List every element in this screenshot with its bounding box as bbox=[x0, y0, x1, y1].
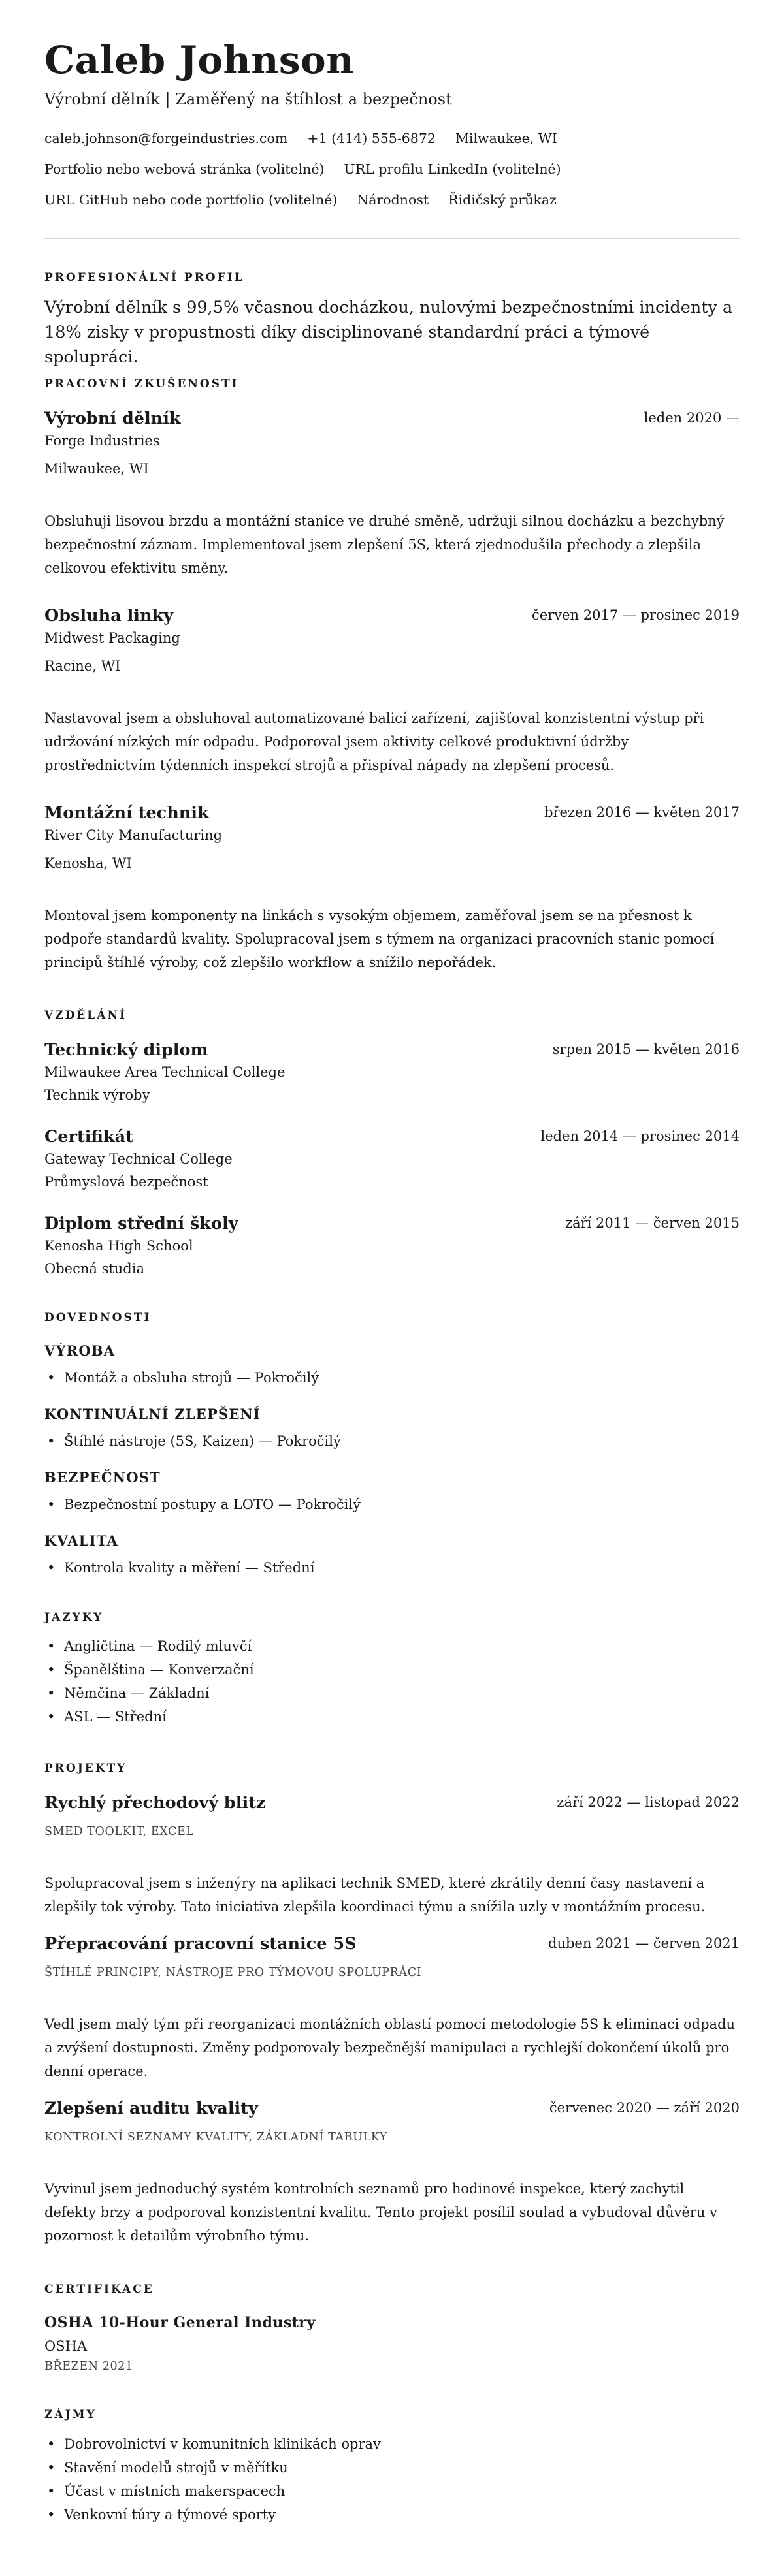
language-item: ASL — Střední bbox=[64, 1709, 167, 1725]
bullet-icon: • bbox=[47, 2507, 56, 2522]
list-item bbox=[47, 1683, 209, 1704]
list-item bbox=[47, 2481, 285, 2502]
project-title: Rychlý přechodový blitz bbox=[44, 1793, 266, 1813]
list-item bbox=[47, 1367, 319, 1388]
nationality: Národnost bbox=[357, 192, 429, 208]
list-item bbox=[47, 1659, 254, 1680]
location: Milwaukee, WI bbox=[455, 131, 557, 146]
bullet-icon: • bbox=[47, 1662, 56, 1678]
job-company: Forge Industries bbox=[44, 433, 160, 449]
list-item bbox=[47, 1636, 252, 1657]
section-heading-projects: PROJEKTY bbox=[44, 1762, 127, 1775]
job-location: Kenosha, WI bbox=[44, 855, 132, 871]
portfolio-link[interactable]: Portfolio nebo webová stránka (volitelné) bbox=[44, 161, 325, 177]
language-item: Angličtina — Rodilý mluvčí bbox=[64, 1638, 252, 1654]
phone-number[interactable]: +1 (414) 555-6872 bbox=[307, 131, 436, 146]
job-description: Nastavoval jsem a obsluhoval automatizované balicí zařízení, zajišťoval konzistentní výstup při udržování nízkých mír odpadu. Podporoval jsem aktivity celkové produktivní údržby prostřednictvím týdenních inspekcí strojů a přispíval nápady na zlepšení procesů. bbox=[44, 710, 704, 773]
skill-item: Kontrola kvality a měření — Střední bbox=[64, 1560, 315, 1576]
skill-item: Bezpečnostní postupy a LOTO — Pokročilý bbox=[64, 1497, 361, 1512]
job-location: Racine, WI bbox=[44, 658, 121, 674]
field-of-study: Průmyslová bezpečnost bbox=[44, 1174, 208, 1190]
list-item bbox=[47, 1706, 167, 1727]
project-tech: SMED TOOLKIT, EXCEL bbox=[44, 1825, 194, 1838]
degree-title: Diplom střední školy bbox=[44, 1214, 238, 1233]
bullet-icon: • bbox=[47, 1709, 56, 1725]
job-date: leden 2020 — bbox=[644, 410, 740, 426]
field-of-study: Technik výroby bbox=[44, 1087, 150, 1103]
project-date: duben 2021 — červen 2021 bbox=[548, 1935, 740, 1951]
project-tech: ŠTÍHLÉ PRINCIPY, NÁSTROJE PRO TÝMOVOU SPOLUPRÁCI bbox=[44, 1966, 422, 1979]
interest-item: Účast v místních makerspacech bbox=[64, 2483, 286, 2499]
job-company: Midwest Packaging bbox=[44, 630, 180, 646]
job-title: Výrobní dělník bbox=[44, 409, 181, 428]
school-name: Kenosha High School bbox=[44, 1238, 193, 1254]
job-date: březen 2016 — květen 2017 bbox=[544, 804, 740, 820]
degree-date: leden 2014 — prosinec 2014 bbox=[540, 1128, 740, 1144]
project-date: září 2022 — listopad 2022 bbox=[557, 1794, 740, 1810]
bullet-icon: • bbox=[47, 2483, 56, 2499]
interest-item: Stavění modelů strojů v měřítku bbox=[64, 2460, 288, 2475]
profile-summary: Výrobní dělník s 99,5% včasnou docházkou, nulovými bezpečnostními incidenty a 18% zisky v propustnosti díky disciplinované standardní práci a týmové spolupráci. bbox=[44, 298, 733, 367]
bullet-icon: • bbox=[47, 1497, 56, 1512]
school-name: Milwaukee Area Technical College bbox=[44, 1064, 286, 1080]
project-description: Vedl jsem malý tým při reorganizaci montážních oblastí pomocí metodologie 5S k eliminaci odpadu a zvýšení dostupnosti. Změny podporovaly bezpečnější manipulaci a rychlejší dokončení úkolů pro denní operace. bbox=[44, 2016, 736, 2079]
job-company: River City Manufacturing bbox=[44, 827, 223, 843]
job-location: Milwaukee, WI bbox=[44, 461, 149, 477]
project-title: Přepracování pracovní stanice 5S bbox=[44, 1934, 357, 1954]
interest-item: Dobrovolnictví v komunitních klinikách oprav bbox=[64, 2436, 381, 2452]
section-heading-education: VZDĚLÁNÍ bbox=[44, 1009, 127, 1022]
job-title: Montážní technik bbox=[44, 803, 209, 823]
degree-date: srpen 2015 — květen 2016 bbox=[552, 1042, 740, 1057]
project-tech: KONTROLNÍ SEZNAMY KVALITY, ZÁKLADNÍ TABULKY bbox=[44, 2131, 388, 2144]
contact-row bbox=[44, 128, 557, 149]
bullet-icon: • bbox=[47, 1433, 56, 1449]
language-item: Němčina — Základní bbox=[64, 1685, 210, 1701]
bullet-icon: • bbox=[47, 2436, 56, 2452]
header-divider bbox=[44, 238, 740, 239]
language-item: Španělština — Konverzační bbox=[64, 1662, 254, 1678]
section-heading-experience: PRACOVNÍ ZKUŠENOSTI bbox=[44, 377, 239, 390]
list-item bbox=[47, 2504, 276, 2525]
degree-title: Certifikát bbox=[44, 1127, 133, 1147]
contact-row bbox=[44, 159, 561, 180]
job-date: červen 2017 — prosinec 2019 bbox=[532, 607, 740, 623]
section-heading-profile: PROFESIONÁLNÍ PROFIL bbox=[44, 271, 244, 284]
list-item bbox=[47, 1557, 314, 1578]
job-description: Montoval jsem komponenty na linkách s vysokým objemem, zaměřoval jsem se na přesnost k podpoře standardů kvality. Spolupracoval jsem s týmem na organizaci pracovních stanic pomocí principů štíhlé výroby, což zlepšilo workflow a snížilo nepořádek. bbox=[44, 908, 715, 970]
section-heading-interests: ZÁJMY bbox=[44, 2408, 97, 2421]
skill-item: Montáž a obsluha strojů — Pokročilý bbox=[64, 1370, 319, 1386]
job-title: Obsluha linky bbox=[44, 606, 173, 626]
bullet-icon: • bbox=[47, 1638, 56, 1654]
skill-category: VÝROBA bbox=[44, 1343, 116, 1359]
cert-issuer: OSHA bbox=[44, 2338, 88, 2354]
email-link[interactable]: caleb.johnson@forgeindustries.com bbox=[44, 131, 288, 146]
bullet-icon: • bbox=[47, 1370, 56, 1386]
project-description: Vyvinul jsem jednoduchý systém kontrolních seznamů pro hodinové inspekce, který zachytil defekty brzy a podporoval konzistentní kvalitu. Tento projekt posílil soulad a vybudoval důvěru v pozornost k detailům výrobního týmu. bbox=[44, 2181, 717, 2244]
interest-item: Venkovní túry a týmové sporty bbox=[64, 2507, 276, 2522]
section-heading-certifications: CERTIFIKACE bbox=[44, 2283, 154, 2296]
job-description: Obsluhuji lisovou brzdu a montážní stanice ve druhé směně, udržuji silnou docházku a bezchybný bezpečnostní záznam. Implementoval jsem zlepšení 5S, která zjednodušila přechody a zlepšila celkovou efektivitu směny. bbox=[44, 513, 725, 576]
section-heading-skills: DOVEDNOSTI bbox=[44, 1311, 152, 1324]
bullet-icon: • bbox=[47, 1685, 56, 1701]
section-heading-languages: JAZYKY bbox=[44, 1611, 104, 1624]
cert-date: BŘEZEN 2021 bbox=[44, 2360, 133, 2373]
degree-date: září 2011 — červen 2015 bbox=[565, 1215, 740, 1231]
linkedin-link[interactable]: URL profilu LinkedIn (volitelné) bbox=[344, 161, 561, 177]
skill-item: Štíhlé nástroje (5S, Kaizen) — Pokročilý bbox=[64, 1433, 341, 1449]
list-item bbox=[47, 1431, 341, 1452]
github-link[interactable]: URL GitHub nebo code portfolio (volitelné) bbox=[44, 192, 338, 208]
candidate-tagline: Výrobní dělník | Zaměřený na štíhlost a bezpečnost bbox=[44, 90, 452, 108]
bullet-icon: • bbox=[47, 2460, 56, 2475]
project-title: Zlepšení auditu kvality bbox=[44, 2099, 258, 2118]
school-name: Gateway Technical College bbox=[44, 1151, 233, 1167]
drivers-license: Řidičský průkaz bbox=[448, 192, 557, 208]
skill-category: KVALITA bbox=[44, 1533, 118, 1549]
degree-title: Technický diplom bbox=[44, 1040, 208, 1060]
project-description: Spolupracoval jsem s inženýry na aplikaci technik SMED, které zkrátily denní časy nastavení a zlepšily tok výroby. Tato iniciativa zlepšila koordinaci týmu a snížila uzly v montážním procesu. bbox=[44, 1875, 706, 1915]
skill-category: KONTINUÁLNÍ ZLEPŠENÍ bbox=[44, 1406, 261, 1422]
bullet-icon: • bbox=[47, 1560, 56, 1576]
cert-name: OSHA 10-Hour General Industry bbox=[44, 2314, 316, 2331]
skill-category: BEZPEČNOST bbox=[44, 1469, 161, 1486]
field-of-study: Obecná studia bbox=[44, 1261, 144, 1277]
contact-row bbox=[44, 189, 557, 210]
list-item bbox=[47, 2457, 288, 2478]
project-date: červenec 2020 — září 2020 bbox=[549, 2100, 740, 2116]
candidate-name: Caleb Johnson bbox=[44, 38, 354, 82]
list-item bbox=[47, 2434, 381, 2455]
list-item bbox=[47, 1494, 361, 1515]
